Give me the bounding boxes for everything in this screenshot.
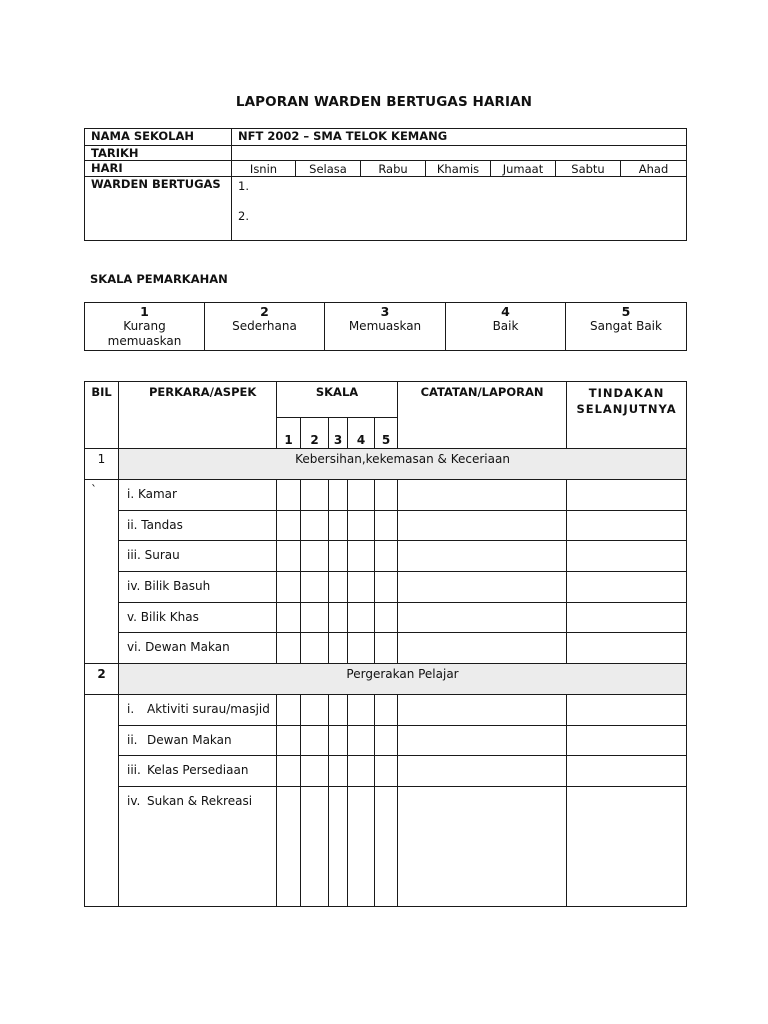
scale-box[interactable]	[375, 695, 398, 726]
scale-box[interactable]	[301, 603, 329, 633]
aspek-header: PERKARA/ASPEK	[119, 382, 277, 449]
table-row	[85, 787, 687, 907]
tindakan-header: TINDAKAN SELANJUTNYA	[567, 382, 687, 449]
aspect-roman: ii.	[127, 733, 138, 747]
scale-box[interactable]	[375, 572, 398, 603]
scale-box[interactable]	[277, 603, 301, 633]
day-cell[interactable]: Selasa	[296, 161, 361, 177]
scale-box[interactable]	[277, 511, 301, 541]
scale-box[interactable]	[375, 787, 398, 907]
aspect-roman: i.	[127, 702, 135, 716]
school-info-table	[84, 128, 687, 241]
day-cell[interactable]: Khamis	[426, 161, 491, 177]
section-title: Pergerakan Pelajar	[119, 664, 687, 695]
scale-box[interactable]	[348, 787, 375, 907]
section-row	[85, 449, 687, 480]
scale-num-header: 1	[277, 418, 301, 449]
scale-box[interactable]	[348, 511, 375, 541]
aspect-label: ii. Tandas	[119, 511, 277, 541]
scale-box[interactable]	[301, 695, 329, 726]
skala-header: SKALA	[277, 382, 398, 418]
tindakan-cell[interactable]	[567, 572, 687, 603]
report-table	[84, 381, 687, 907]
day-cell[interactable]: Sabtu	[556, 161, 621, 177]
scale-box[interactable]	[277, 787, 301, 907]
scale-heading: SKALA PEMARKAHAN	[90, 272, 228, 286]
scale-box[interactable]	[348, 541, 375, 572]
tindakan-cell[interactable]	[567, 511, 687, 541]
scale-num-header: 5	[375, 418, 398, 449]
scale-box[interactable]	[329, 787, 348, 907]
warden-line-1: 1.	[238, 179, 249, 193]
scale-box[interactable]	[301, 787, 329, 907]
scale-number: 3	[380, 304, 390, 319]
table-row	[85, 511, 687, 541]
scale-num-header: 2	[301, 418, 329, 449]
scale-box[interactable]	[301, 511, 329, 541]
scale-number: 4	[501, 304, 510, 319]
scale-box[interactable]	[301, 726, 329, 756]
warden-line-2: 2.	[238, 209, 249, 223]
tindakan-cell[interactable]	[567, 787, 687, 907]
scale-box[interactable]	[348, 603, 375, 633]
scale-text: Memuaskan	[348, 319, 422, 333]
scale-box[interactable]	[329, 695, 348, 726]
aspect-text: Dewan Makan	[147, 733, 232, 747]
table-row	[85, 603, 687, 633]
scale-box[interactable]	[329, 541, 348, 572]
scale-num-header: 4	[348, 418, 375, 449]
scale-box[interactable]	[375, 756, 398, 787]
scale-box[interactable]	[348, 572, 375, 603]
table-row	[85, 572, 687, 603]
table-row	[85, 480, 687, 511]
tindakan-cell[interactable]	[567, 541, 687, 572]
table-row	[85, 633, 687, 664]
catatan-cell[interactable]	[398, 572, 567, 603]
aspect-text: Sukan & Rekreasi	[147, 794, 253, 808]
scale-box[interactable]	[301, 633, 329, 664]
aspect-label	[119, 695, 277, 726]
section-row	[85, 664, 687, 695]
aspect-text: Aktiviti surau/masjid	[147, 702, 270, 716]
section-marker: `	[85, 480, 119, 664]
scale-number: 1	[140, 304, 149, 319]
aspect-label: iii. Surau	[119, 541, 277, 572]
scale-box[interactable]	[329, 756, 348, 787]
aspect-label	[119, 787, 277, 907]
catatan-cell[interactable]	[398, 511, 567, 541]
aspect-text: Kelas Persediaan	[147, 763, 249, 777]
catatan-cell[interactable]	[398, 726, 567, 756]
aspect-label: iv. Bilik Basuh	[119, 572, 277, 603]
bil-header: BIL	[85, 382, 119, 449]
scale-box[interactable]	[301, 572, 329, 603]
warden-field[interactable]	[232, 177, 687, 241]
day-cell[interactable]: Isnin	[232, 161, 296, 177]
aspect-label: i. Kamar	[119, 480, 277, 511]
scale-box[interactable]	[277, 633, 301, 664]
tarikh-label: TARIKH	[85, 146, 232, 161]
tindakan-cell[interactable]	[567, 633, 687, 664]
day-cell[interactable]: Rabu	[361, 161, 426, 177]
catatan-cell[interactable]	[398, 603, 567, 633]
scale-box[interactable]	[348, 726, 375, 756]
scale-box[interactable]	[277, 695, 301, 726]
tindakan-cell[interactable]	[567, 756, 687, 787]
scale-box[interactable]	[375, 603, 398, 633]
scale-box[interactable]	[277, 572, 301, 603]
scale-cell	[85, 303, 205, 351]
scale-box[interactable]	[301, 756, 329, 787]
scale-box[interactable]	[277, 541, 301, 572]
scale-number: 2	[260, 304, 269, 319]
scale-box[interactable]	[375, 480, 398, 511]
day-cell[interactable]: Jumaat	[491, 161, 556, 177]
day-cell[interactable]: Ahad	[621, 161, 687, 177]
scale-box[interactable]	[301, 541, 329, 572]
warden-label: WARDEN BERTUGAS	[85, 177, 232, 241]
scale-box[interactable]	[375, 541, 398, 572]
scale-legend-table	[84, 302, 687, 351]
nama-sekolah-value[interactable]: NFT 2002 – SMA TELOK KEMANG	[232, 129, 687, 146]
hari-row	[85, 161, 687, 177]
table-row	[85, 695, 687, 726]
scale-box[interactable]	[301, 480, 329, 511]
section-title: Kebersihan,kekemasan & Keceriaan	[119, 449, 687, 480]
document-title: LAPORAN WARDEN BERTUGAS HARIAN	[235, 94, 533, 110]
section-marker	[85, 695, 119, 907]
table-row	[85, 756, 687, 787]
catatan-cell[interactable]	[398, 541, 567, 572]
scale-box[interactable]	[277, 480, 301, 511]
section-number: 1	[85, 449, 119, 480]
scale-text: Sangat Baik	[590, 319, 662, 333]
aspect-roman: iv.	[127, 794, 141, 808]
tindakan-cell[interactable]	[567, 695, 687, 726]
aspect-label: v. Bilik Khas	[119, 603, 277, 633]
catatan-cell[interactable]	[398, 633, 567, 664]
aspect-roman: iii.	[127, 763, 141, 777]
catatan-cell[interactable]	[398, 695, 567, 726]
scale-box[interactable]	[348, 480, 375, 511]
catatan-cell[interactable]	[398, 480, 567, 511]
scale-box[interactable]	[277, 726, 301, 756]
scale-box[interactable]	[348, 695, 375, 726]
scale-text: Sederhana	[232, 319, 297, 333]
scale-box[interactable]	[348, 756, 375, 787]
scale-box[interactable]	[375, 726, 398, 756]
scale-number: 5	[621, 304, 631, 319]
scale-box[interactable]	[375, 633, 398, 664]
scale-box[interactable]	[348, 633, 375, 664]
table-row	[85, 726, 687, 756]
scale-text: Kurang memuaskan	[107, 319, 182, 348]
section-number: 2	[85, 664, 119, 695]
hari-label: HARI	[85, 161, 232, 177]
nama-sekolah-label: NAMA SEKOLAH	[85, 129, 232, 146]
scale-box[interactable]	[329, 726, 348, 756]
scale-box[interactable]	[375, 511, 398, 541]
tarikh-field[interactable]	[232, 146, 687, 161]
scale-box[interactable]	[329, 603, 348, 633]
scale-box[interactable]	[329, 511, 348, 541]
scale-text: Baik	[492, 319, 519, 333]
scale-box[interactable]	[329, 633, 348, 664]
tindakan-cell[interactable]	[567, 726, 687, 756]
table-row	[85, 541, 687, 572]
aspect-label	[119, 756, 277, 787]
aspect-label: vi. Dewan Makan	[119, 633, 277, 664]
tindakan-cell[interactable]	[567, 603, 687, 633]
catatan-cell[interactable]	[398, 756, 567, 787]
tindakan-cell[interactable]	[567, 480, 687, 511]
scale-box[interactable]	[277, 756, 301, 787]
catatan-header: CATATAN/LAPORAN	[398, 382, 567, 449]
scale-cell	[325, 303, 446, 351]
catatan-cell[interactable]	[398, 787, 567, 907]
scale-cell	[446, 303, 566, 351]
scale-cell	[566, 303, 687, 351]
scale-box[interactable]	[329, 480, 348, 511]
scale-cell	[205, 303, 325, 351]
scale-box[interactable]	[329, 572, 348, 603]
scale-num-header: 3	[329, 418, 348, 449]
aspect-label	[119, 726, 277, 756]
